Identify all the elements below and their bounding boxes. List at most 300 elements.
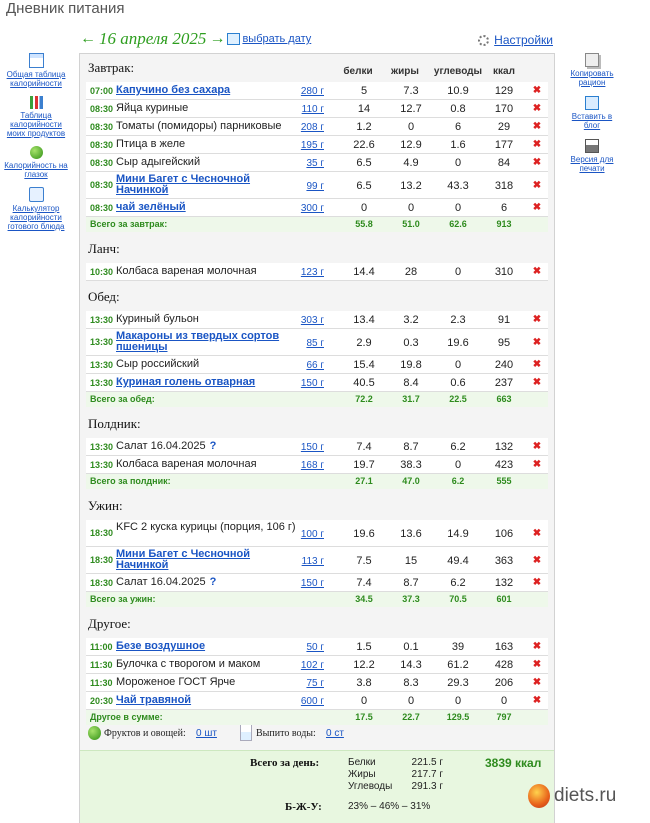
meal-total-row bbox=[86, 710, 548, 725]
total-fat: 31.7 bbox=[402, 394, 420, 404]
delete-icon[interactable]: ✖ bbox=[532, 459, 542, 470]
food-protein: 2.9 bbox=[356, 336, 372, 349]
print-icon[interactable] bbox=[585, 139, 599, 153]
food-row[interactable] bbox=[86, 638, 548, 656]
food-kcal: 129 bbox=[494, 85, 514, 97]
food-time: 13:30 bbox=[90, 337, 114, 347]
food-grams-link[interactable]: 85 г bbox=[306, 337, 324, 349]
food-name[interactable] bbox=[116, 331, 301, 353]
next-day-arrow[interactable]: → bbox=[209, 30, 226, 47]
delete-icon[interactable]: ✖ bbox=[532, 677, 542, 688]
food-fat: 0 bbox=[407, 695, 415, 707]
food-protein: 1.5 bbox=[356, 641, 372, 653]
food-fat: 8.7 bbox=[403, 577, 419, 589]
food-fat: 0 bbox=[407, 202, 415, 214]
food-name[interactable] bbox=[116, 377, 301, 388]
total-carbs: 22.5 bbox=[449, 394, 467, 404]
delete-icon[interactable]: ✖ bbox=[532, 121, 542, 132]
food-kcal: 0 bbox=[500, 695, 508, 707]
food-name-text: Птица в желе bbox=[116, 138, 186, 150]
food-row[interactable] bbox=[86, 374, 548, 392]
food-name-text: Колбаса вареная молочная bbox=[116, 458, 257, 470]
food-name-text[interactable]: Капучино без сахара bbox=[116, 84, 231, 96]
food-name-text: Яйца куриные bbox=[116, 102, 189, 114]
food-fat: 0 bbox=[407, 121, 415, 133]
food-time: 18:30 bbox=[90, 528, 114, 538]
food-protein: 1.2 bbox=[356, 121, 372, 133]
food-kcal: 177 bbox=[494, 139, 514, 151]
food-name-text[interactable]: Мини Багет с Чесночной Начинкой bbox=[116, 173, 251, 196]
food-protein: 5 bbox=[360, 85, 368, 97]
food-carbs: 0.6 bbox=[450, 377, 466, 389]
food-grams-link[interactable]: 208 г bbox=[300, 122, 324, 133]
meal-total-label: Всего за завтрак: bbox=[90, 219, 168, 229]
header-protein: белки bbox=[343, 66, 373, 77]
meal-total-row bbox=[86, 392, 548, 407]
food-name bbox=[116, 103, 301, 114]
total-carbs: 6.2 bbox=[451, 476, 465, 486]
meal-section-title: Ланч: bbox=[88, 241, 120, 256]
food-name[interactable] bbox=[116, 549, 301, 571]
food-kcal: 206 bbox=[494, 677, 514, 689]
food-name bbox=[116, 522, 301, 533]
food-name[interactable] bbox=[116, 695, 301, 706]
food-name-text[interactable]: Мини Багет с Чесночной Начинкой bbox=[116, 548, 251, 571]
food-time: 13:30 bbox=[90, 314, 114, 325]
food-grams-link[interactable]: 75 г bbox=[306, 678, 324, 689]
food-carbs: 0 bbox=[454, 695, 462, 707]
total-kcal: 913 bbox=[496, 219, 512, 229]
food-fat: 28 bbox=[404, 266, 418, 278]
food-time: 18:30 bbox=[90, 555, 114, 565]
food-carbs: 49.4 bbox=[447, 554, 469, 567]
food-name-text: Мороженое ГОСТ Ярче bbox=[116, 676, 236, 688]
food-carbs: 6.2 bbox=[450, 441, 466, 453]
left-nav-item[interactable] bbox=[4, 187, 68, 231]
food-protein: 0 bbox=[360, 202, 368, 214]
total-protein: 27.1 bbox=[355, 476, 373, 486]
food-time: 08:30 bbox=[90, 157, 114, 168]
calendar-icon[interactable] bbox=[227, 33, 240, 45]
header-fat: жиры bbox=[391, 66, 419, 77]
food-kcal: 106 bbox=[494, 527, 514, 540]
food-protein: 19.6 bbox=[353, 527, 375, 540]
food-time: 13:30 bbox=[90, 459, 114, 470]
food-row[interactable] bbox=[86, 172, 548, 199]
food-protein: 3.8 bbox=[356, 677, 372, 689]
gear-icon bbox=[478, 35, 489, 46]
food-protein: 40.5 bbox=[353, 377, 375, 389]
total-kcal: 555 bbox=[496, 476, 512, 486]
meal-total-row bbox=[86, 217, 548, 232]
pick-date-link[interactable]: выбрать дату bbox=[242, 33, 312, 45]
food-fat: 0.1 bbox=[403, 641, 419, 653]
food-time: 20:30 bbox=[90, 695, 114, 706]
food-kcal: 29 bbox=[497, 121, 511, 133]
delete-icon[interactable]: ✖ bbox=[532, 157, 542, 168]
bzu-ratio: 23% – 46% – 31% bbox=[348, 801, 431, 812]
right-nav-link[interactable]: Вставить в блог bbox=[571, 112, 613, 130]
summary-carbs-value: 291.3 г bbox=[411, 781, 443, 792]
food-row[interactable] bbox=[86, 438, 548, 456]
food-name-text: Куриный бульон bbox=[116, 313, 199, 325]
chart-icon[interactable] bbox=[30, 96, 43, 109]
left-nav-link[interactable]: Калькулятор калорийности готового блюда bbox=[7, 204, 65, 231]
total-protein: 34.5 bbox=[355, 594, 373, 604]
food-fat: 12.9 bbox=[400, 139, 422, 151]
right-nav-item[interactable] bbox=[566, 96, 618, 130]
food-fat: 38.3 bbox=[400, 459, 422, 471]
water-value-link[interactable]: 0 ст bbox=[326, 728, 344, 739]
page-title: Дневник питания bbox=[6, 0, 125, 17]
delete-icon[interactable]: ✖ bbox=[532, 266, 542, 277]
food-protein: 6.5 bbox=[356, 157, 372, 169]
food-grams-link[interactable]: 100 г bbox=[300, 528, 324, 540]
food-grams-link[interactable]: 195 г bbox=[300, 140, 324, 151]
food-row[interactable] bbox=[86, 199, 548, 217]
food-carbs: 29.3 bbox=[447, 677, 469, 689]
food-grams-link[interactable]: 35 г bbox=[306, 158, 324, 169]
food-time: 18:30 bbox=[90, 577, 114, 588]
summary-protein-label: Белки bbox=[348, 757, 376, 768]
food-fat: 14.3 bbox=[400, 659, 422, 671]
total-carbs: 62.6 bbox=[449, 219, 467, 229]
food-name bbox=[116, 677, 301, 688]
delete-icon[interactable]: ✖ bbox=[532, 314, 542, 325]
food-protein: 14.4 bbox=[353, 266, 375, 278]
food-row[interactable] bbox=[86, 329, 548, 356]
food-grams-link[interactable]: 123 г bbox=[300, 267, 324, 278]
food-protein: 22.6 bbox=[353, 139, 375, 151]
food-name bbox=[116, 359, 301, 370]
food-row[interactable] bbox=[86, 547, 548, 574]
food-carbs: 6.2 bbox=[450, 577, 466, 589]
extras-bar bbox=[86, 723, 548, 745]
food-time: 08:30 bbox=[90, 180, 114, 190]
right-nav bbox=[566, 53, 618, 182]
meal-total-row bbox=[86, 474, 548, 489]
food-grams-link[interactable]: 168 г bbox=[300, 460, 324, 471]
total-fat: 51.0 bbox=[402, 219, 420, 229]
food-grams-link[interactable]: 150 г bbox=[300, 578, 324, 589]
food-grams-link[interactable]: 600 г bbox=[300, 696, 324, 707]
food-time: 07:00 bbox=[90, 85, 114, 96]
food-name-text[interactable]: Макароны из твердых сортов пшеницы bbox=[116, 330, 280, 353]
copy-icon[interactable] bbox=[585, 53, 599, 67]
food-row[interactable] bbox=[86, 136, 548, 154]
total-carbs: 70.5 bbox=[449, 594, 467, 604]
fruit-logo-icon bbox=[528, 784, 550, 808]
left-nav-item[interactable] bbox=[4, 146, 68, 179]
food-carbs: 0 bbox=[454, 202, 462, 214]
food-kcal: 318 bbox=[494, 179, 514, 192]
food-row[interactable] bbox=[86, 100, 548, 118]
total-protein: 72.2 bbox=[355, 394, 373, 404]
settings-label[interactable]: Настройки bbox=[494, 33, 553, 47]
help-icon[interactable]: ? bbox=[209, 576, 217, 588]
food-fat: 12.7 bbox=[400, 103, 422, 115]
meal-section-title: Ужин: bbox=[88, 498, 123, 513]
food-carbs: 0 bbox=[454, 459, 462, 471]
food-name-text: Томаты (помидоры) парниковые bbox=[116, 120, 282, 132]
summary-fat-value: 217.7 г bbox=[411, 769, 443, 780]
food-row[interactable] bbox=[86, 692, 548, 710]
food-carbs: 2.3 bbox=[450, 314, 466, 326]
food-time: 08:30 bbox=[90, 202, 114, 213]
food-fat: 8.3 bbox=[403, 677, 419, 689]
water-label: Выпито воды: bbox=[256, 728, 316, 739]
food-kcal: 428 bbox=[494, 659, 514, 671]
food-grams-link[interactable]: 303 г bbox=[300, 315, 324, 326]
food-row[interactable] bbox=[86, 311, 548, 329]
food-name[interactable] bbox=[116, 202, 301, 213]
delete-icon[interactable]: ✖ bbox=[532, 527, 542, 539]
food-name bbox=[116, 459, 301, 470]
calculator-icon[interactable] bbox=[29, 187, 44, 202]
food-carbs: 1.6 bbox=[450, 139, 466, 151]
header-carbs: углеводы bbox=[433, 66, 483, 77]
food-carbs: 43.3 bbox=[447, 179, 469, 192]
apple-icon[interactable] bbox=[30, 146, 43, 159]
food-name bbox=[116, 121, 301, 132]
food-kcal: 240 bbox=[494, 359, 514, 371]
food-name-text[interactable]: чай зелёный bbox=[116, 201, 186, 213]
food-carbs: 0 bbox=[454, 157, 462, 169]
food-kcal: 95 bbox=[497, 336, 511, 349]
left-nav-link[interactable]: Калорийность на глазок bbox=[4, 161, 68, 179]
food-name-text: Сыр адыгейский bbox=[116, 156, 201, 168]
day-summary bbox=[80, 750, 554, 823]
food-protein: 15.4 bbox=[353, 359, 375, 371]
food-kcal: 237 bbox=[494, 377, 514, 389]
summary-carbs-label: Углеводы bbox=[348, 781, 393, 792]
total-protein: 55.8 bbox=[355, 219, 373, 229]
food-name-text: Сыр российский bbox=[116, 358, 200, 370]
left-nav-item[interactable] bbox=[4, 53, 68, 88]
food-fat: 19.8 bbox=[400, 359, 422, 371]
delete-icon[interactable]: ✖ bbox=[532, 179, 542, 191]
table-icon[interactable] bbox=[29, 53, 44, 68]
food-name-text: Булочка с творогом и маком bbox=[116, 658, 261, 670]
food-time: 11:30 bbox=[90, 659, 113, 670]
food-kcal: 423 bbox=[494, 459, 514, 471]
food-name-text: KFC 2 куска курицы (порция, 106 г) bbox=[116, 521, 296, 533]
day-total-label: Всего за день: bbox=[250, 757, 320, 769]
food-fat: 15 bbox=[404, 554, 418, 567]
food-time: 13:30 bbox=[90, 359, 114, 370]
food-name[interactable] bbox=[116, 641, 301, 652]
header-kcal: ккал bbox=[493, 66, 515, 77]
food-name bbox=[116, 659, 301, 670]
total-protein: 17.5 bbox=[355, 712, 373, 722]
bzu-label: Б-Ж-У: bbox=[285, 801, 322, 813]
blog-icon[interactable] bbox=[585, 96, 599, 110]
food-name-text: Колбаса вареная молочная bbox=[116, 265, 257, 277]
help-icon[interactable]: ? bbox=[209, 440, 217, 452]
food-protein: 7.4 bbox=[356, 441, 372, 453]
right-nav-link[interactable]: Копировать рацион bbox=[570, 69, 614, 87]
food-protein: 13.4 bbox=[353, 314, 375, 326]
food-time: 11:30 bbox=[90, 677, 113, 688]
date-navigator bbox=[80, 28, 311, 50]
food-grams-link[interactable]: 150 г bbox=[300, 442, 324, 453]
food-time: 10:30 bbox=[90, 266, 114, 277]
food-row[interactable] bbox=[86, 154, 548, 172]
meal-total-label: Всего за обед: bbox=[90, 394, 155, 404]
food-grams-link[interactable]: 113 г bbox=[301, 555, 324, 567]
total-fat: 37.3 bbox=[402, 594, 420, 604]
food-protein: 12.2 bbox=[353, 659, 375, 671]
food-row[interactable] bbox=[86, 656, 548, 674]
prev-day-arrow[interactable]: ← bbox=[80, 30, 96, 47]
delete-icon[interactable]: ✖ bbox=[532, 103, 542, 114]
right-nav-item[interactable] bbox=[566, 53, 618, 87]
water-glass-icon bbox=[240, 725, 252, 741]
delete-icon[interactable]: ✖ bbox=[532, 139, 542, 150]
food-grams-link[interactable]: 50 г bbox=[306, 642, 324, 653]
food-protein: 7.4 bbox=[356, 577, 372, 589]
summary-fat-label: Жиры bbox=[348, 769, 376, 780]
meal-section-title: Другое: bbox=[88, 616, 131, 631]
food-time: 13:30 bbox=[90, 441, 114, 452]
food-time: 13:30 bbox=[90, 377, 114, 388]
delete-icon[interactable]: ✖ bbox=[532, 641, 542, 652]
food-carbs: 19.6 bbox=[447, 336, 469, 349]
food-name bbox=[116, 266, 301, 277]
food-name bbox=[116, 139, 301, 150]
diets-logo[interactable] bbox=[528, 784, 616, 808]
delete-icon[interactable]: ✖ bbox=[532, 377, 542, 388]
food-protein: 14 bbox=[357, 103, 371, 115]
food-kcal: 132 bbox=[494, 441, 514, 453]
summary-protein-value: 221.5 г bbox=[411, 757, 443, 768]
total-fat: 47.0 bbox=[402, 476, 420, 486]
food-kcal: 91 bbox=[497, 314, 511, 326]
food-carbs: 61.2 bbox=[447, 659, 469, 671]
food-row[interactable] bbox=[86, 574, 548, 592]
total-kcal: 601 bbox=[496, 594, 512, 604]
food-name-text: Салат 16.04.2025 bbox=[116, 576, 206, 588]
delete-icon[interactable]: ✖ bbox=[532, 336, 542, 348]
food-row[interactable] bbox=[86, 520, 548, 547]
total-fat: 22.7 bbox=[402, 712, 420, 722]
food-diary bbox=[79, 53, 555, 823]
logo-text: diets.ru bbox=[554, 785, 617, 806]
food-time: 11:00 bbox=[90, 641, 113, 652]
food-grams-link[interactable]: 99 г bbox=[306, 180, 324, 192]
total-carbs: 129.5 bbox=[446, 712, 470, 722]
meal-section-title: Завтрак: bbox=[88, 60, 135, 75]
food-grams-link[interactable]: 110 г bbox=[301, 104, 324, 115]
food-name[interactable] bbox=[116, 174, 301, 196]
food-protein: 19.7 bbox=[353, 459, 375, 471]
food-row[interactable] bbox=[86, 118, 548, 136]
left-nav-item[interactable] bbox=[4, 96, 68, 138]
food-row[interactable] bbox=[86, 674, 548, 692]
food-fat: 4.9 bbox=[403, 157, 419, 169]
delete-icon[interactable]: ✖ bbox=[532, 85, 542, 96]
food-fat: 3.2 bbox=[403, 314, 419, 326]
day-kcal-total: 3839 ккал bbox=[485, 756, 542, 770]
food-name bbox=[116, 157, 301, 168]
settings-link[interactable] bbox=[478, 33, 553, 47]
food-name bbox=[116, 314, 301, 325]
delete-icon[interactable]: ✖ bbox=[532, 202, 542, 213]
left-nav-link[interactable]: Общая таблица калорийности bbox=[6, 70, 66, 88]
food-kcal: 170 bbox=[494, 103, 514, 115]
food-carbs: 0 bbox=[454, 359, 462, 371]
delete-icon[interactable]: ✖ bbox=[532, 441, 542, 452]
food-name-text[interactable]: Чай травяной bbox=[116, 694, 192, 706]
delete-icon[interactable]: ✖ bbox=[532, 577, 542, 588]
food-name bbox=[116, 577, 301, 588]
right-nav-item[interactable] bbox=[566, 139, 618, 173]
current-date: 16 апреля 2025 bbox=[99, 29, 207, 48]
food-row[interactable] bbox=[86, 356, 548, 374]
food-kcal: 132 bbox=[494, 577, 514, 589]
food-fat: 13.2 bbox=[400, 179, 422, 192]
meal-total-label: Другое в сумме: bbox=[90, 712, 163, 722]
food-row[interactable] bbox=[86, 456, 548, 474]
food-grams-link[interactable]: 300 г bbox=[300, 203, 324, 214]
food-fat: 8.4 bbox=[403, 377, 419, 389]
food-fat: 7.3 bbox=[403, 85, 419, 97]
food-name bbox=[116, 441, 301, 452]
right-nav-link[interactable]: Версия для печати bbox=[570, 155, 614, 173]
food-protein: 7.5 bbox=[356, 554, 372, 567]
food-row[interactable] bbox=[86, 263, 548, 281]
meal-total-label: Всего за полдник: bbox=[90, 476, 171, 486]
food-fat: 0.3 bbox=[403, 336, 419, 349]
food-name-text[interactable]: Куриная голень отварная bbox=[116, 376, 256, 388]
food-protein: 6.5 bbox=[356, 179, 372, 192]
food-kcal: 310 bbox=[494, 266, 514, 278]
total-kcal: 663 bbox=[496, 394, 512, 404]
food-kcal: 163 bbox=[494, 641, 514, 653]
food-kcal: 363 bbox=[494, 554, 514, 567]
fruits-value-link[interactable]: 0 шт bbox=[196, 728, 217, 739]
food-fat: 13.6 bbox=[400, 527, 422, 540]
food-carbs: 0 bbox=[454, 266, 462, 278]
fruits-label: Фруктов и овощей: bbox=[104, 728, 186, 739]
food-grams-link[interactable]: 66 г bbox=[306, 360, 324, 371]
delete-icon[interactable]: ✖ bbox=[532, 359, 542, 370]
food-row[interactable] bbox=[86, 82, 548, 100]
delete-icon[interactable]: ✖ bbox=[532, 659, 542, 670]
food-grams-link[interactable]: 102 г bbox=[300, 660, 324, 671]
food-carbs: 6 bbox=[454, 121, 462, 133]
food-grams-link[interactable]: 280 г bbox=[300, 86, 324, 97]
delete-icon[interactable]: ✖ bbox=[532, 695, 542, 706]
food-carbs: 39 bbox=[451, 641, 465, 653]
food-kcal: 84 bbox=[497, 157, 511, 169]
food-fat: 8.7 bbox=[403, 441, 419, 453]
total-kcal: 797 bbox=[496, 712, 512, 722]
food-name-text[interactable]: Безе воздушное bbox=[116, 640, 206, 652]
food-time: 08:30 bbox=[90, 121, 114, 132]
left-nav-link[interactable]: Таблица калорийности моих продуктов bbox=[6, 111, 66, 138]
food-kcal: 6 bbox=[500, 202, 508, 214]
apple-icon bbox=[88, 726, 101, 740]
meal-total-row bbox=[86, 592, 548, 607]
left-nav bbox=[4, 53, 68, 239]
meal-total-label: Всего за ужин: bbox=[90, 594, 156, 604]
delete-icon[interactable]: ✖ bbox=[532, 554, 542, 566]
meal-section-title: Обед: bbox=[88, 289, 120, 304]
food-carbs: 14.9 bbox=[447, 527, 469, 540]
food-grams-link[interactable]: 150 г bbox=[300, 378, 324, 389]
food-name[interactable] bbox=[116, 85, 301, 96]
